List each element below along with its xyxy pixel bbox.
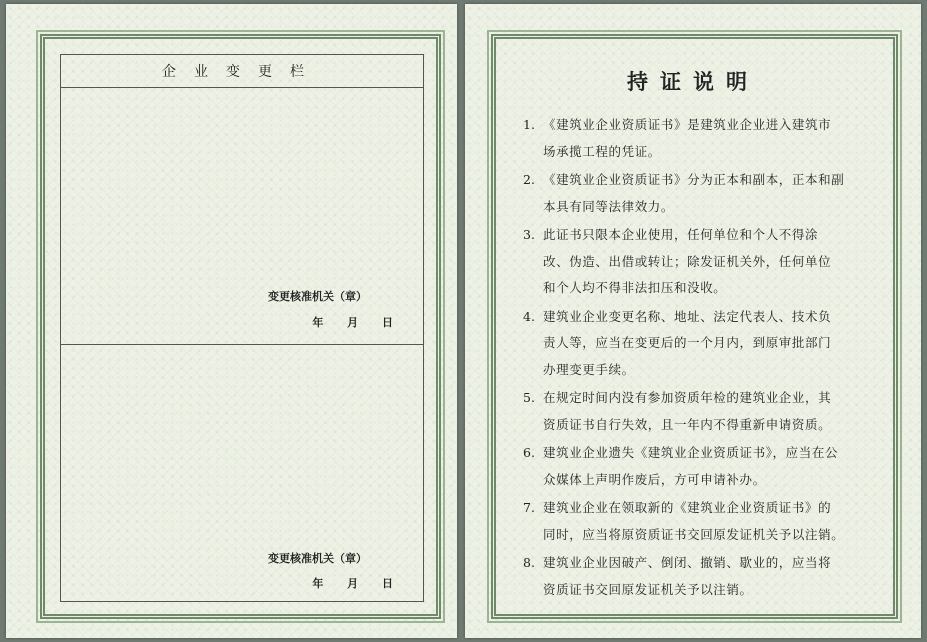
approval-authority-label: 变更核准机关（章） xyxy=(268,552,367,565)
instruction-text-line: 在规定时间内没有参加资质年检的建筑业企业，其 xyxy=(543,390,832,405)
instruction-item xyxy=(523,112,859,165)
instruction-item xyxy=(523,495,859,548)
instruction-text-line: 改、伪造、出借或转让；除发证机关外，任何单位 xyxy=(543,253,832,269)
instruction-item xyxy=(523,222,859,302)
instruction-item xyxy=(523,304,859,384)
instruction-number: 6. xyxy=(523,445,535,460)
instruction-text-line: 资质证书自行失效，且一年内不得重新申请资质。 xyxy=(543,416,832,432)
instruction-text-line: 此证书只限本企业使用，任何单位和个人不得涂 xyxy=(543,227,819,242)
table-header: 企业变更栏 xyxy=(61,55,423,88)
instruction-text-line: 场承揽工程的凭证。 xyxy=(543,143,661,159)
enterprise-change-table xyxy=(60,54,424,602)
approval-date-label: 年 月 日 xyxy=(312,316,393,329)
instruction-text-line: 《建筑业企业资质证书》是建筑业企业进入建筑市 xyxy=(543,117,832,132)
holder-instructions xyxy=(523,112,859,605)
instruction-number: 4. xyxy=(523,308,535,324)
instruction-text-line: 同时，应当将原资质证书交回原发证机关予以注销。 xyxy=(543,526,845,542)
instruction-number: 2. xyxy=(523,172,535,187)
instruction-text-line: 和个人均不得非法扣压和没收。 xyxy=(543,280,727,295)
change-entry-2 xyxy=(61,345,423,601)
instruction-text-line: 众媒体上声明作废后，方可申请补办。 xyxy=(543,471,766,487)
instruction-item xyxy=(523,440,859,493)
right-page xyxy=(465,4,921,638)
page-title: 持证说明 xyxy=(627,69,759,94)
instruction-text-line: 建筑业企业在领取新的《建筑业企业资质证书》的 xyxy=(543,500,832,515)
approval-authority-label: 变更核准机关（章） xyxy=(268,290,367,303)
instruction-text-line: 建筑业企业遗失《建筑业企业资质证书》，应当在公 xyxy=(543,445,839,460)
instruction-text-line: 本具有同等法律效力。 xyxy=(543,198,675,214)
instruction-text-line: 资质证书交回原发证机关予以注销。 xyxy=(543,581,753,597)
instruction-item xyxy=(523,385,859,438)
instruction-number: 1. xyxy=(523,117,535,132)
instruction-number: 5. xyxy=(523,390,535,405)
instruction-text-line: 《建筑业企业资质证书》分为正本和副本，正本和副 xyxy=(543,172,845,187)
instruction-number: 7. xyxy=(523,500,535,515)
instruction-text-line: 建筑业企业因破产、倒闭、撤销、歇业的，应当将 xyxy=(543,555,832,570)
approval-date-label: 年 月 日 xyxy=(312,577,393,590)
instruction-text-line: 责人等，应当在变更后的一个月内，到原审批部门 xyxy=(543,335,832,350)
change-entry-1 xyxy=(61,88,423,345)
instruction-number: 8. xyxy=(523,555,535,570)
instruction-item xyxy=(523,167,859,220)
instruction-text-line: 建筑业企业变更名称、地址、法定代表人、技术负 xyxy=(543,308,832,324)
instruction-text-line: 办理变更手续。 xyxy=(543,361,635,377)
instruction-item xyxy=(523,550,859,603)
instruction-number: 3. xyxy=(523,227,535,242)
left-page xyxy=(6,4,457,638)
